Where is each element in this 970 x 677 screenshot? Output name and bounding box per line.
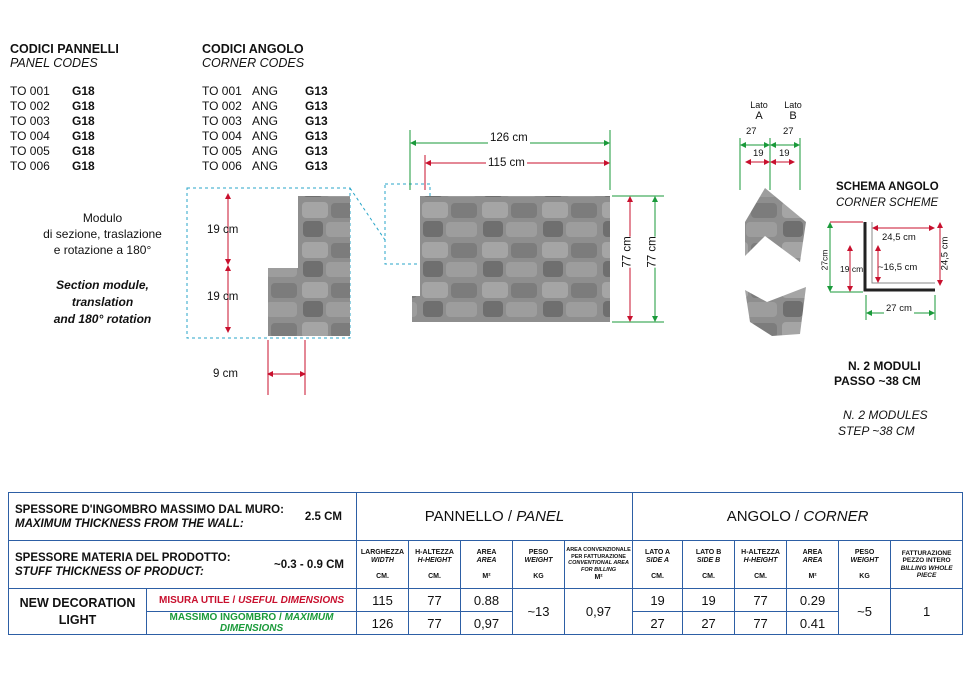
- max-corner-area: 0.41: [787, 612, 839, 635]
- header-unit: KG: [533, 572, 544, 580]
- corner-codes-subtitle: CORNER CODES: [202, 56, 305, 70]
- useful-corner-height: 77: [735, 589, 787, 612]
- header-it: PESO: [528, 548, 549, 556]
- header-en: SIDE A: [646, 556, 670, 564]
- header-panel-height: [409, 541, 461, 589]
- corner-code: TO 001: [202, 84, 242, 98]
- max-height: 77: [409, 612, 461, 635]
- corner-grade: G13: [305, 114, 328, 128]
- panel-stone-shape: [412, 196, 610, 322]
- useful-width: 115: [357, 589, 409, 612]
- panel-grade: G18: [72, 84, 95, 98]
- header-it: H-ALTEZZA: [415, 548, 454, 556]
- header-it: LATO B: [695, 548, 722, 556]
- header-unit: CM.: [651, 572, 664, 580]
- spec-row-useful: [9, 589, 963, 612]
- thickness-wall-cell: [9, 493, 357, 541]
- corner-side-a-total: 27: [746, 126, 757, 137]
- thickness-wall-it: SPESSORE D'INGOMBRO MASSIMO DAL MURO:: [15, 503, 284, 516]
- header-unit: M²: [482, 572, 491, 580]
- thickness-material-en: STUFF THICKNESS OF PRODUCT:: [15, 565, 204, 578]
- corner-grade: G13: [305, 99, 328, 113]
- header-it: PESO: [854, 548, 875, 556]
- corner-grade: G13: [305, 159, 328, 173]
- panel-code: TO 001: [10, 84, 50, 98]
- header-it: LARGHEZZA: [360, 548, 405, 556]
- module-en-line: Section module,: [56, 278, 149, 292]
- panel-codes-subtitle: PANEL CODES: [10, 56, 98, 70]
- header-corner-area: [787, 541, 839, 589]
- corner-side-a-caption: [748, 100, 770, 122]
- header-unit: CM.: [754, 572, 767, 580]
- header-unit: CM.: [428, 572, 441, 580]
- billing-area: 0,97: [565, 589, 633, 635]
- header-it: LATO A: [644, 548, 671, 556]
- module-en-line: and 180° rotation: [53, 312, 152, 326]
- header-en: H-HEIGHT: [417, 556, 452, 564]
- header-corner-side-b: [683, 541, 735, 589]
- modules-it-line1: N. 2 MODULI: [848, 359, 921, 373]
- panel-grade: G18: [72, 129, 95, 143]
- useful-label-it: MISURA UTILE /: [158, 594, 236, 606]
- header-en: WEIGHT: [850, 556, 879, 564]
- corner-code: TO 006: [202, 159, 242, 173]
- connector-line: [350, 188, 385, 240]
- max-side-b: 27: [683, 612, 735, 635]
- panel-grade: G18: [72, 144, 95, 158]
- header-panel-weight: [513, 541, 565, 589]
- header-panel-width: [357, 541, 409, 589]
- panel-grade: G18: [72, 99, 95, 113]
- scheme-dim-inner: ~16,5 cm: [878, 262, 918, 273]
- product-line1: NEW DECORATION: [19, 595, 136, 610]
- header-corner-billing: [891, 541, 963, 589]
- panel-code: TO 002: [10, 99, 50, 113]
- thickness-wall-en: MAXIMUM THICKNESS FROM THE WALL:: [15, 517, 244, 530]
- panel-codes-title: CODICI PANNELLI: [10, 42, 119, 56]
- corner-weight: ~5: [839, 589, 891, 635]
- panel-code: TO 004: [10, 129, 50, 143]
- thickness-material-it: SPESSORE MATERIA DEL PRODOTTO:: [15, 551, 231, 564]
- header-unit: M²: [808, 572, 817, 580]
- header-unit: CM.: [376, 572, 389, 580]
- header-en: BILLING WHOLE PIECE: [900, 564, 953, 579]
- corner-grade: G13: [305, 144, 328, 158]
- scheme-dim-left-outer: 27cm: [819, 249, 830, 271]
- corner-type: ANG: [252, 129, 279, 143]
- scheme-dim-bottom: 27 cm: [886, 303, 912, 314]
- useful-side-b: 19: [683, 589, 735, 612]
- spec-row-headers: [9, 541, 963, 589]
- scheme-dim-right: 24,5 cm: [939, 236, 951, 271]
- corner-type: ANG: [252, 144, 279, 158]
- panel-title-it: PANNELLO /: [424, 508, 513, 525]
- side-a-label: Lato: [750, 100, 768, 110]
- header-corner-height: [735, 541, 787, 589]
- scheme-dim-left-inner: 19 cm: [840, 264, 864, 274]
- module-it-line: Modulo: [82, 211, 123, 225]
- corner-piece-bottom: [745, 287, 806, 336]
- panel-code: TO 003: [10, 114, 50, 128]
- corner-scheme-subtitle: CORNER SCHEME: [836, 197, 939, 209]
- modules-it-line2: PASSO ~38 CM: [834, 374, 921, 388]
- panel-code: TO 006: [10, 159, 50, 173]
- panel-useful-width: 115 cm: [488, 157, 525, 169]
- corner-title-en: CORNER: [803, 508, 869, 525]
- scheme-dim-top: 24,5 cm: [882, 232, 916, 243]
- corner-side-b-caption: [782, 100, 804, 122]
- header-en: SIDE B: [696, 556, 721, 564]
- useful-area: 0.88: [461, 589, 513, 612]
- corner-code: TO 003: [202, 114, 242, 128]
- header-en: WIDTH: [371, 556, 394, 564]
- panel-height-a: 77 cm: [621, 236, 634, 268]
- header-panel-area: [461, 541, 513, 589]
- corner-code: TO 004: [202, 129, 242, 143]
- header-corner-side-a: [633, 541, 683, 589]
- module-stone-shape: [268, 196, 350, 336]
- corner-piece-top: [745, 188, 806, 262]
- module-dim-top: 19 cm: [207, 224, 239, 236]
- header-unit: KG: [859, 572, 870, 580]
- header-it: AREA: [476, 548, 497, 556]
- thickness-wall-value: 2.5 CM: [304, 510, 342, 523]
- panel-title-en: PANEL: [516, 508, 565, 525]
- header-en: AREA: [476, 556, 497, 564]
- max-area: 0,97: [461, 612, 513, 635]
- corner-side-b-total: 27: [783, 126, 794, 137]
- max-label-it: MASSIMO INGOMBRO /: [169, 612, 282, 623]
- useful-corner-area: 0.29: [787, 589, 839, 612]
- useful-height: 77: [409, 589, 461, 612]
- max-width: 126: [357, 612, 409, 635]
- corner-code: TO 002: [202, 99, 242, 113]
- useful-label-cell: [147, 589, 357, 612]
- max-side-a: 27: [633, 612, 683, 635]
- corner-title-it: ANGOLO /: [726, 508, 800, 525]
- corner-type: ANG: [252, 114, 279, 128]
- panel-grade: G18: [72, 114, 95, 128]
- side-b-letter: B: [789, 110, 797, 122]
- thickness-material-value: ~0.3 - 0.9 CM: [274, 558, 344, 571]
- corner-code: TO 005: [202, 144, 242, 158]
- header-it: AREA: [802, 548, 823, 556]
- product-line2: LIGHT: [58, 612, 97, 627]
- spec-row-thickness-wall: [9, 493, 963, 541]
- modules-en-line1: N. 2 MODULES: [843, 408, 928, 422]
- corner-title-cell: [633, 493, 963, 541]
- corner-billing: 1: [891, 589, 963, 635]
- product-name-cell: [9, 589, 147, 635]
- header-it: H-ALTEZZA: [741, 548, 780, 556]
- corner-type: ANG: [252, 84, 279, 98]
- corner-codes-title: CODICI ANGOLO: [202, 42, 304, 56]
- corner-type: ANG: [252, 99, 279, 113]
- useful-label-en: USEFUL DIMENSIONS: [238, 594, 344, 606]
- panel-max-width: 126 cm: [490, 132, 528, 144]
- max-corner-height: 77: [735, 612, 787, 635]
- header-billing-area: [565, 541, 633, 589]
- max-label-cell: [147, 612, 357, 635]
- corner-scheme-title: SCHEMA ANGOLO: [836, 181, 939, 193]
- max-label-en: MAXIMUM DIMENSIONS: [219, 612, 334, 634]
- corner-grade: G13: [305, 129, 328, 143]
- panel-height-b: 77 cm: [646, 236, 659, 268]
- spec-row-max: [9, 612, 963, 635]
- module-dim-offset: 9 cm: [213, 368, 238, 380]
- module-dim-bottom: 19 cm: [207, 291, 239, 303]
- header-unit: CM.: [702, 572, 715, 580]
- side-b-label: Lato: [784, 100, 802, 110]
- corner-side-a-useful: 19: [753, 148, 764, 159]
- header-en: H-HEIGHT: [743, 556, 778, 564]
- header-en: WEIGHT: [524, 556, 553, 564]
- header-en: CONVENTIONAL AREA FOR BILLING: [568, 560, 629, 573]
- corner-side-b-useful: 19: [779, 148, 790, 159]
- side-a-letter: A: [755, 110, 763, 122]
- panel-title-cell: [357, 493, 633, 541]
- header-it: AREA CONVENZIONALE PER FATTURAZIONE: [566, 547, 631, 560]
- panel-grade: G18: [72, 159, 95, 173]
- module-it-line: di sezione, traslazione: [43, 227, 162, 241]
- header-unit: M²: [594, 574, 603, 582]
- header-en: AREA: [802, 556, 823, 564]
- thickness-material-cell: [9, 541, 357, 589]
- panel-weight: ~13: [513, 589, 565, 635]
- corner-type: ANG: [252, 159, 279, 173]
- spec-table: [8, 492, 963, 635]
- panel-code: TO 005: [10, 144, 50, 158]
- module-en-line: translation: [71, 295, 134, 309]
- corner-grade: G13: [305, 84, 328, 98]
- header-corner-weight: [839, 541, 891, 589]
- header-it: FATTURAZIONE PEZZO INTERO: [901, 549, 952, 564]
- useful-side-a: 19: [633, 589, 683, 612]
- module-it-line: e rotazione a 180°: [53, 243, 152, 257]
- modules-en-line2: STEP ~38 CM: [838, 424, 915, 438]
